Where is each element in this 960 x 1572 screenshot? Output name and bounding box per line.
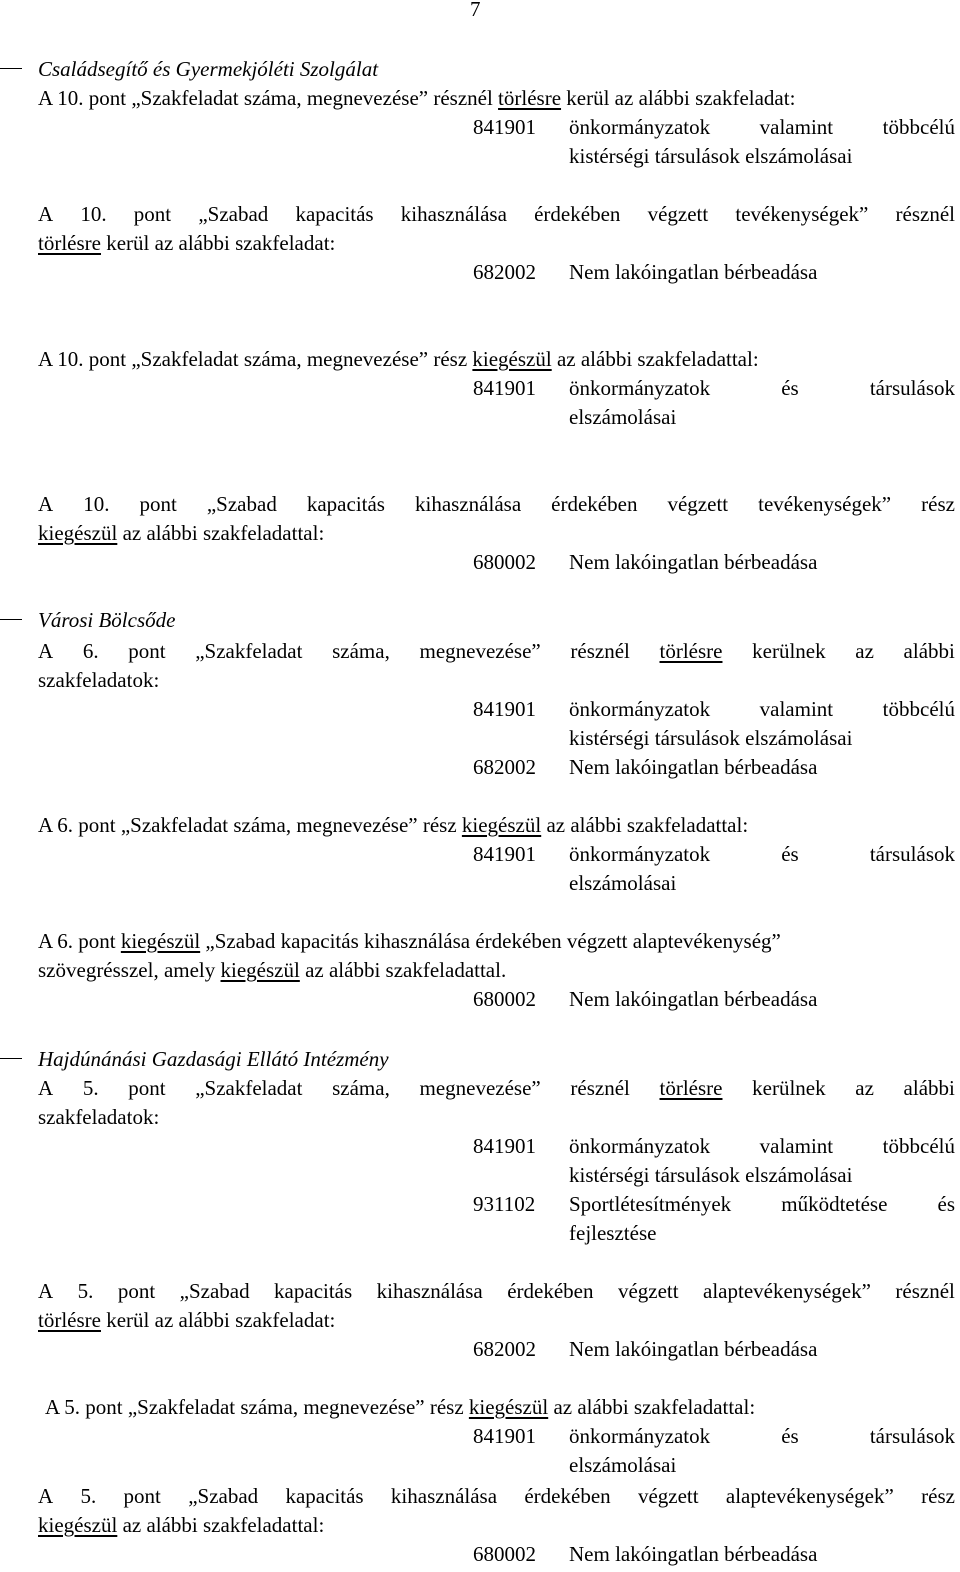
paragraph-line: törlésre kerül az alábbi szakfeladat: [38,231,336,255]
entry-description: Sportlétesítmények működtetése és [569,1192,955,1216]
entry-description-line: elszámolásai [569,405,677,429]
paragraph-line: szövegrésszel, amely kiegészül az alábbi szakfeladattal. [38,958,507,982]
entry-description: Nem lakóingatlan bérbeadása [569,1542,818,1566]
entry-description: önkormányzatok és társulások [569,376,955,400]
entry-code: 682002 [473,260,536,284]
entry-code: 841901 [473,115,536,139]
page-number: 7 [470,0,481,21]
entry-description: Nem lakóingatlan bérbeadása [569,1337,818,1361]
entry-row [0,258,960,286]
entry-row [0,985,960,1013]
paragraph-line: A 5. pont „Szakfeladat száma, megnevezése” résznél törlésre kerülnek az alábbi [38,1076,955,1100]
paragraph-line: A 6. pont „Szakfeladat száma, megnevezése” résznél törlésre kerülnek az alábbi [38,639,955,663]
bullet-dash [0,68,22,69]
entry-description: önkormányzatok valamint többcélú [569,115,955,139]
entry-description: Nem lakóingatlan bérbeadása [569,987,818,1011]
entry-code: 680002 [473,987,536,1011]
entry-description: Nem lakóingatlan bérbeadása [569,550,818,574]
entry-description: Nem lakóingatlan bérbeadása [569,260,818,284]
entry-description-line: elszámolásai [569,1453,677,1477]
paragraph-line: A 6. pont kiegészül „Szabad kapacitás kihasználása érdekében végzett alaptevékenység” [38,929,781,953]
entry-description-line: kistérségi társulások elszámolásai [569,1163,853,1187]
paragraph-line: A 10. pont „Szabad kapacitás kihasználása érdekében végzett tevékenységek” rész [38,492,955,516]
entry-code: 841901 [473,1424,536,1448]
paragraph-line: szakfeladatok: [38,668,160,692]
section-heading: Városi Bölcsőde [38,608,176,632]
paragraph-line: kiegészül az alábbi szakfeladattal: [38,521,325,545]
paragraph-line: törlésre kerül az alábbi szakfeladat: [38,1308,336,1332]
entry-description-line: elszámolásai [569,871,677,895]
paragraph-line: szakfeladatok: [38,1105,160,1129]
entry-code: 841901 [473,1134,536,1158]
entry-description: önkormányzatok és társulások [569,842,955,866]
paragraph-line: A 10. pont „Szabad kapacitás kihasználása érdekében végzett tevékenységek” résznél [38,202,955,226]
entry-row [0,113,960,141]
entry-code: 841901 [473,842,536,866]
entry-row [0,1335,960,1363]
section-heading: Családsegítő és Gyermekjóléti Szolgálat [38,57,379,81]
entry-row [0,1422,960,1450]
paragraph-line: A 10. pont „Szakfeladat száma, megnevezése” résznél törlésre kerül az alábbi szakfeladat: [38,86,796,110]
entry-code: 680002 [473,1542,536,1566]
section-heading: Hajdúnánási Gazdasági Ellátó Intézmény [38,1047,389,1071]
entry-description: önkormányzatok és társulások [569,1424,955,1448]
entry-description: önkormányzatok valamint többcélú [569,697,955,721]
entry-description-line: fejlesztése [569,1221,657,1245]
entry-row [0,1132,960,1160]
paragraph-line: kiegészül az alábbi szakfeladattal: [38,1513,325,1537]
paragraph-line: A 6. pont „Szakfeladat száma, megnevezése” rész kiegészül az alábbi szakfeladattal: [38,813,749,837]
entry-code: 931102 [473,1192,536,1216]
bullet-dash [0,619,22,620]
entry-row [0,753,960,781]
entry-row [0,548,960,576]
bullet-dash [0,1058,22,1059]
entry-row [0,1190,960,1218]
paragraph-line: A 5. pont „Szabad kapacitás kihasználása érdekében végzett alaptevékenységek” résznél [38,1279,955,1303]
paragraph-line: A 5. pont „Szakfeladat száma, megnevezése” rész kiegészül az alábbi szakfeladattal: [45,1395,756,1419]
entry-code: 841901 [473,376,536,400]
paragraph-line: A 10. pont „Szakfeladat száma, megnevezése” rész kiegészül az alábbi szakfeladattal: [38,347,759,371]
entry-description: önkormányzatok valamint többcélú [569,1134,955,1158]
paragraph-line: A 5. pont „Szabad kapacitás kihasználása érdekében végzett alaptevékenységek” rész [38,1484,955,1508]
entry-code: 841901 [473,697,536,721]
entry-description-line: kistérségi társulások elszámolásai [569,144,853,168]
entry-row [0,840,960,868]
entry-description: Nem lakóingatlan bérbeadása [569,755,818,779]
entry-description-line: kistérségi társulások elszámolásai [569,726,853,750]
entry-row [0,695,960,723]
entry-code: 682002 [473,1337,536,1361]
entry-row [0,374,960,402]
entry-code: 680002 [473,550,536,574]
entry-row [0,1540,960,1568]
entry-code: 682002 [473,755,536,779]
